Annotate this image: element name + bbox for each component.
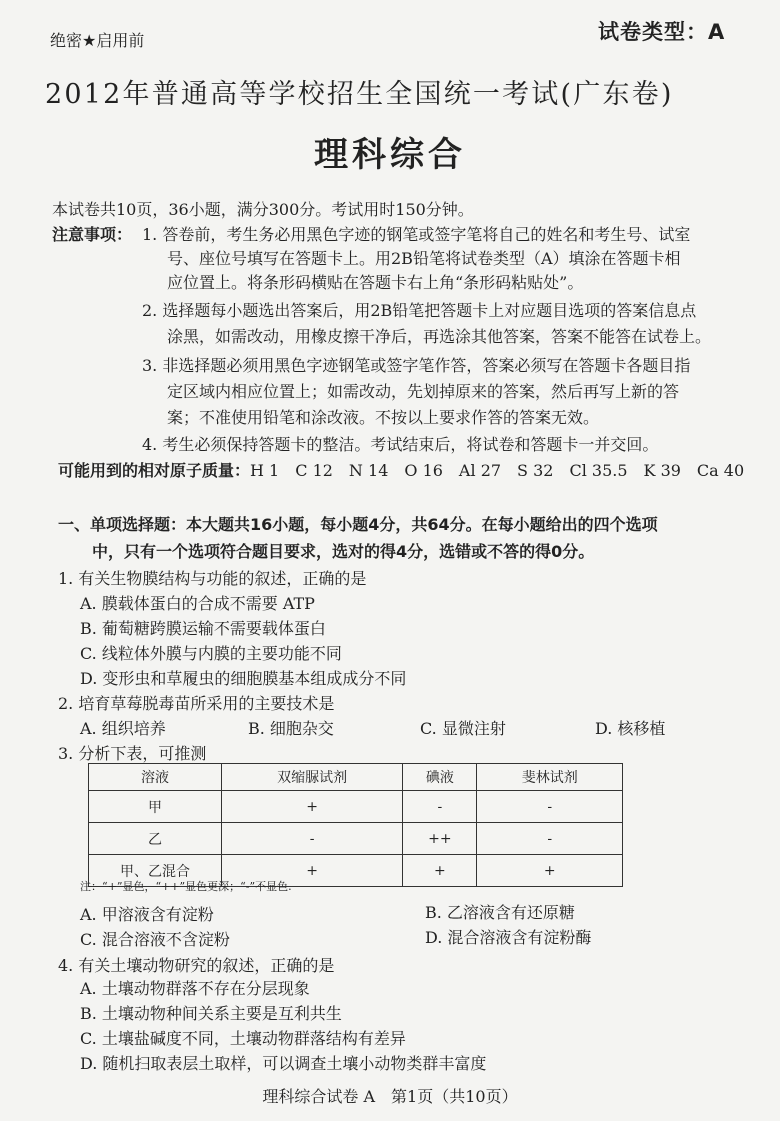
- page-footer: 理科综合试卷 A 第1页（共10页）: [262, 1087, 518, 1106]
- atomic-mass-values: H 1 C 12 N 14 O 16 Al 27 S 32 Cl 35.5 K 39 Ca 40: [250, 461, 745, 480]
- q3-stem: 3. 分析下表，可推测: [58, 744, 207, 763]
- q3-table-header: 溶液: [89, 764, 222, 791]
- q1-stem: 1. 有关生物膜结构与功能的叙述，正确的是: [58, 569, 367, 588]
- q3-table-note: 注：“+”显色，“++”显色更深；“-”不显色.: [80, 880, 292, 893]
- q3-option-c: C. 混合溶液不含淀粉: [80, 930, 230, 949]
- q3-table-cell: -: [222, 823, 403, 855]
- q4-option-b: B. 土壤动物种间关系主要是互利共生: [80, 1004, 342, 1023]
- q1-option-a: A. 膜载体蛋白的合成不需要 ATP: [80, 594, 315, 613]
- subject-title: 理科综合: [314, 135, 466, 175]
- q3-table-header: 碘液: [403, 764, 477, 791]
- notice-item-2-line-1: 2. 选择题每小题选出答案后，用2B铅笔把答题卡上对应题目选项的答案信息点: [142, 301, 697, 320]
- q3-option-d: D. 混合溶液含有淀粉酶: [425, 928, 592, 947]
- paper-type: 试卷类型：A: [598, 20, 726, 44]
- notice-item-3-line-2: 定区域内相应位置上；如需改动，先划掉原来的答案，然后再写上新的答: [167, 382, 680, 401]
- q3-table-cell: +: [222, 855, 403, 887]
- q3-table-cell: ++: [403, 823, 477, 855]
- notice-item-3-line-3: 案；不准使用铅笔和涂改液。不按以上要求作答的答案无效。: [167, 408, 600, 427]
- notice-item-2-line-2: 涂黑，如需改动，用橡皮擦干净后，再选涂其他答案，答案不能答在试卷上。: [167, 327, 712, 346]
- q3-table-cell: -: [477, 823, 623, 855]
- q3-table-cell: 甲: [89, 791, 222, 823]
- notice-item-1-line-3: 应位置上。将条形码横贴在答题卡右上角“条形码粘贴处”。: [167, 273, 584, 292]
- section-1-line-1: 一、单项选择题：本大题共16小题，每小题4分，共64分。在每小题给出的四个选项: [58, 515, 658, 534]
- q4-stem: 4. 有关土壤动物研究的叙述，正确的是: [58, 956, 335, 975]
- q2-option-a: A. 组织培养: [80, 719, 166, 738]
- q3-table-cell: -: [403, 791, 477, 823]
- notice-item-3-line-1: 3. 非选择题必须用黑色字迹钢笔或签字笔作答，答案必须写在答题卡各题目指: [142, 356, 691, 375]
- q3-table-cell: +: [477, 855, 623, 887]
- q3-table-cell: 甲、乙混合: [89, 855, 222, 887]
- q3-table-cell: +: [222, 791, 403, 823]
- q1-option-d: D. 变形虫和草履虫的细胞膜基本组成成分不同: [80, 669, 407, 688]
- q1-option-c: C. 线粒体外膜与内膜的主要功能不同: [80, 644, 342, 663]
- notice-label: 注意事项：: [52, 225, 133, 244]
- table-row: [89, 823, 623, 855]
- intro-text: 本试卷共10页，36小题，满分300分。考试用时150分钟。: [52, 200, 474, 219]
- atomic-mass-line: [58, 458, 744, 481]
- notice-item-1-line-2: 号、座位号填写在答题卡上。用2B铅笔将试卷类型（A）填涂在答题卡相: [167, 249, 681, 268]
- q3-table-header: 双缩脲试剂: [222, 764, 403, 791]
- notice-item-1-line-1: 1. 答卷前，考生务必用黑色字迹的钢笔或签字笔将自己的姓名和考生号、试室: [142, 225, 691, 244]
- q3-table-cell: +: [403, 855, 477, 887]
- section-1-line-2: 中，只有一个选项符合题目要求，选对的得4分，选错或不答的得0分。: [92, 542, 595, 561]
- confidential-label: 绝密★启用前: [50, 31, 145, 50]
- q4-option-a: A. 土壤动物群落不存在分层现象: [80, 979, 310, 998]
- q3-table-cell: 乙: [89, 823, 222, 855]
- q3-table-cell: -: [477, 791, 623, 823]
- exam-title: 2012年普通高等学校招生全国统一考试(广东卷): [45, 79, 674, 110]
- table-row: [89, 791, 623, 823]
- q4-option-c: C. 土壤盐碱度不同，土壤动物群落结构有差异: [80, 1029, 406, 1048]
- q2-option-c: C. 显微注射: [420, 719, 506, 738]
- notice-item-4: 4. 考生必须保持答题卡的整洁。考试结束后，将试卷和答题卡一并交回。: [142, 435, 659, 454]
- q2-stem: 2. 培育草莓脱毒苗所采用的主要技术是: [58, 694, 335, 713]
- q3-option-b: B. 乙溶液含有还原糖: [425, 903, 575, 922]
- atomic-mass-label: 可能用到的相对原子质量：: [58, 461, 251, 480]
- q2-option-b: B. 细胞杂交: [248, 719, 334, 738]
- q3-table: [88, 763, 623, 887]
- q3-option-a: A. 甲溶液含有淀粉: [80, 905, 214, 924]
- q3-table-header-row: [89, 764, 623, 791]
- q1-option-b: B. 葡萄糖跨膜运输不需要载体蛋白: [80, 619, 326, 638]
- q2-option-d: D. 核移植: [595, 719, 666, 738]
- q3-table-header: 斐林试剂: [477, 764, 623, 791]
- q4-option-d: D. 随机扫取表层土取样，可以调查土壤小动物类群丰富度: [80, 1054, 487, 1073]
